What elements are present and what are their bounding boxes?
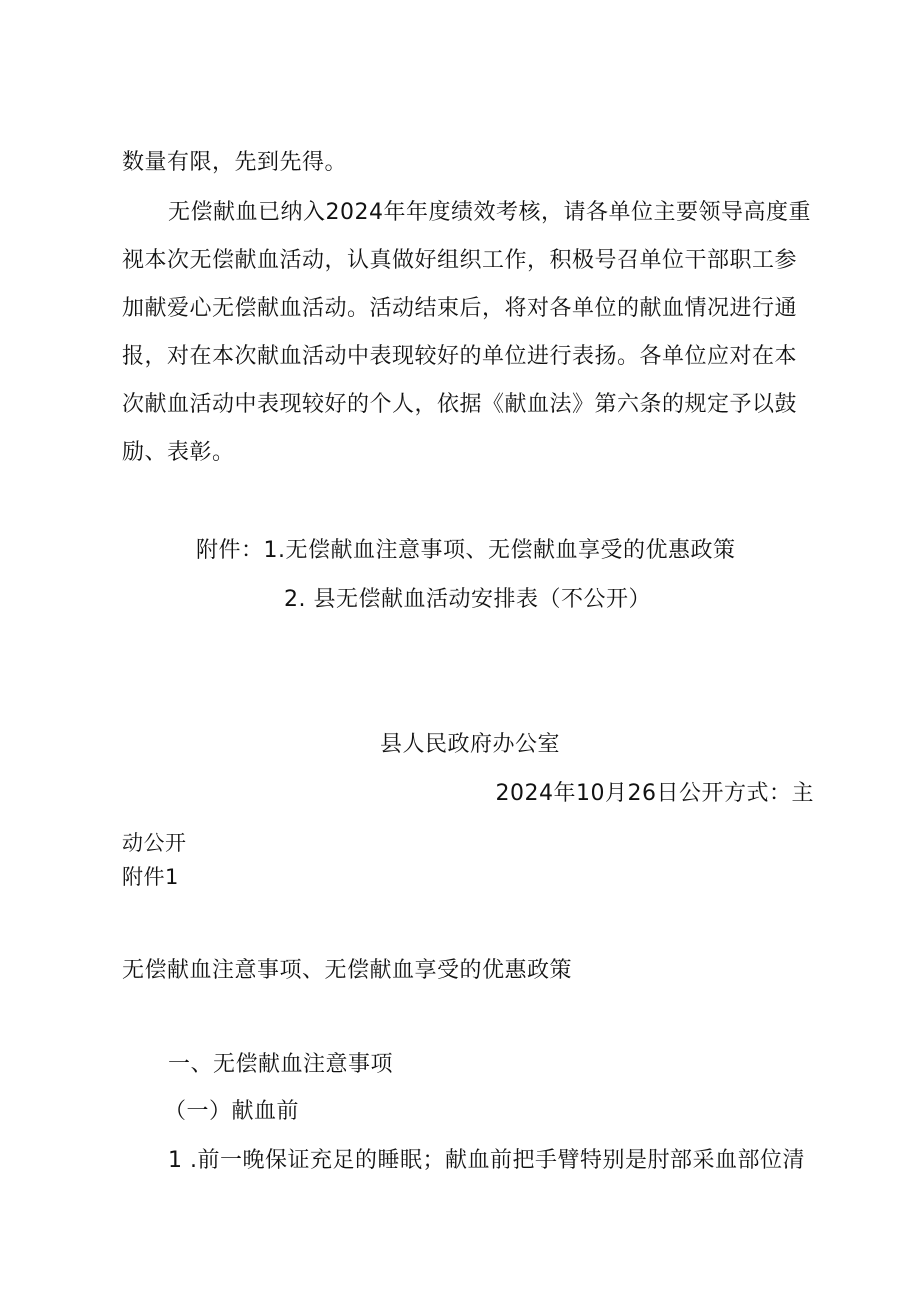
disclosure-continuation: 动公开 (122, 831, 187, 855)
date-line: 2024年10月26日公开方式：主 (495, 781, 814, 806)
paragraph-line: 视本次无偿献血活动，认真做好组织工作，积极号召单位干部职工参 (122, 248, 798, 273)
subsection-heading: （一）献血前 (164, 1099, 300, 1124)
attachment-line-1: 附件：1.无偿献血注意事项、无偿献血享受的优惠政策 (196, 538, 736, 563)
list-item: 1 .前一晚保证充足的睡眠；献血前把手臂特别是肘部采血部位清 (168, 1148, 805, 1173)
paragraph-line: 数量有限，先到先得。 (122, 150, 348, 175)
paragraph-line: 报，对在本次献血活动中表现较好的单位进行表扬。各单位应对在本 (122, 344, 798, 369)
attachment-line-2: 2. 县无偿献血活动安排表（不公开） (284, 587, 651, 612)
paragraph-line: 次献血活动中表现较好的个人，依据《献血法》第六条的规定予以鼓 (122, 392, 798, 417)
paragraph-line: 加献爱心无偿献血活动。活动结束后，将对各单位的献血情况进行通 (122, 296, 798, 321)
annex-title: 无偿献血注意事项、无偿献血享受的优惠政策 (122, 958, 573, 983)
issuing-office: 县人民政府办公室 (380, 732, 561, 757)
paragraph-line: 励、表彰。 (122, 440, 235, 465)
annex-label: 附件1 (122, 865, 179, 889)
section-heading: 一、无偿献血注意事项 (168, 1052, 394, 1077)
paragraph-line: 无偿献血已纳入2024年年度绩效考核，请各单位主要领导高度重 (168, 200, 811, 225)
